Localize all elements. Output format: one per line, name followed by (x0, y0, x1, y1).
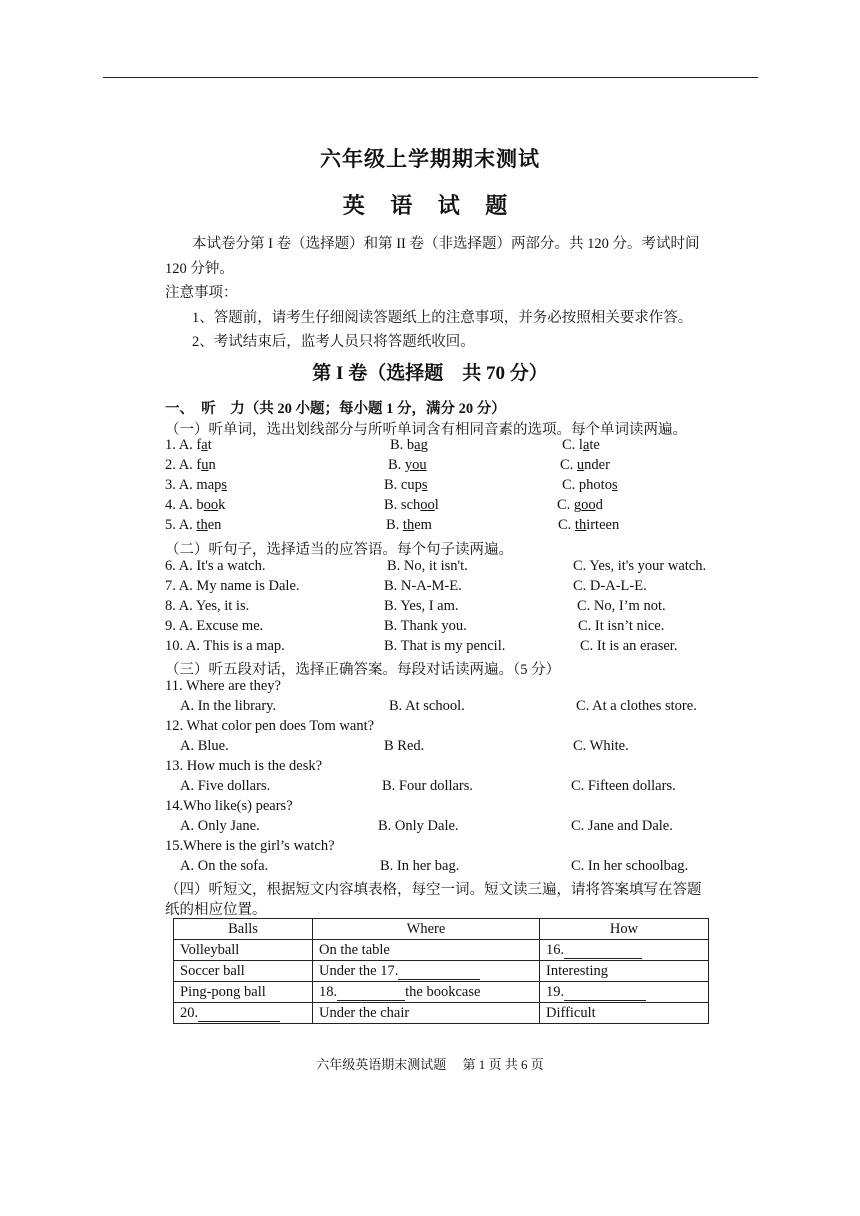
word-option: B. cups (384, 477, 428, 493)
table-header-row (174, 919, 709, 940)
dialogue-option: B. At school. (389, 698, 465, 714)
dialogue-question: 12. What color pen does Tom want? (165, 718, 375, 734)
sub-instruction-1: （一）听单词，选出划线部分与所听单词含有相同音素的选项。每个单词读两遍。 (165, 422, 687, 438)
dialogue-option: A. Blue. (180, 738, 229, 754)
word-option: C. good (557, 497, 603, 513)
sentence-option: 6. A. It's a watch. (165, 558, 266, 574)
word-option: B. bag (390, 437, 428, 453)
word-option: B. school (384, 497, 439, 513)
dialogue-option: A. Only Jane. (180, 818, 260, 834)
word-option: 1. A. fat (165, 437, 212, 453)
table-cell: 18. the bookcase (313, 982, 540, 1003)
sentence-option: C. It is an eraser. (580, 638, 678, 654)
sentence-option: C. Yes, it's your watch. (573, 558, 707, 574)
table-cell: Difficult (540, 1003, 709, 1024)
word-option: B. them (386, 517, 432, 533)
intro-line-2: 120 分钟。 (165, 261, 234, 277)
dialogue-option: B Red. (384, 738, 425, 754)
word-option: 3. A. maps (165, 477, 228, 493)
dialogue-option: A. In the library. (180, 698, 277, 714)
dialogue-option: C. In her schoolbag. (571, 858, 689, 874)
dialogue-option: C. Fifteen dollars. (571, 778, 676, 794)
sentence-option: B. No, it isn't. (387, 558, 468, 574)
table-cell: 16. (540, 940, 709, 961)
sentence-option: C. D-A-L-E. (573, 578, 647, 594)
answer-blank[interactable] (198, 1021, 280, 1022)
table-cell: Under the chair (313, 1003, 540, 1024)
sentence-option: B. N-A-M-E. (384, 578, 462, 594)
answer-blank[interactable] (564, 958, 642, 959)
sub-instruction-4: （四）听短文，根据短文内容填表格，每空一词。短文读三遍，请将答案填写在答题 (165, 882, 702, 898)
table-cell: Soccer ball (174, 961, 313, 982)
dialogue-option: B. In her bag. (380, 858, 460, 874)
answer-blank[interactable] (564, 1000, 646, 1001)
sub-instruction-3: （三）听五段对话，选择正确答案。每段对话读两遍。（5 分） (165, 662, 561, 678)
dialogue-option: A. Five dollars. (180, 778, 271, 794)
dialogue-question: 15.Where is the girl’s watch? (165, 838, 335, 854)
section-title: 第 I 卷（选择题 共 70 分） (312, 363, 548, 384)
dialogue-question: 13. How much is the desk? (165, 758, 323, 774)
sentence-option: 10. A. This is a map. (165, 638, 285, 654)
page-footer: 六年级英语期末测试题 第 1 页 共 6 页 (316, 1057, 544, 1072)
table-header: Where (313, 919, 540, 940)
table-row (174, 940, 709, 961)
table-cell: Volleyball (174, 940, 313, 961)
sentence-option: 8. A. Yes, it is. (165, 598, 250, 614)
table-header: Balls (174, 919, 313, 940)
dialogue-option: A. On the sofa. (180, 858, 269, 874)
sentence-option: B. Yes, I am. (384, 598, 459, 614)
dialogue-option: B. Four dollars. (382, 778, 474, 794)
dialogue-option: B. Only Dale. (378, 818, 459, 834)
table-cell: Under the 17. (313, 961, 540, 982)
word-option: C. under (560, 457, 610, 473)
exam-subtitle: 英 语 试 题 (342, 193, 518, 218)
table-cell: 19. (540, 982, 709, 1003)
word-option: C. thirteen (558, 517, 620, 533)
part-heading: 一、 听 力（共 20 小题；每小题 1 分，满分 20 分） (165, 401, 506, 417)
table-cell: 20. (174, 1003, 313, 1024)
exam-title: 六年级上学期期末测试 (320, 147, 540, 171)
sentence-option: C. It isn’t nice. (578, 618, 665, 634)
word-option: 5. A. then (165, 517, 222, 533)
word-option: C. late (562, 437, 600, 453)
sub-instruction-2: （二）听句子，选择适当的应答语。每个句子读两遍。 (165, 542, 513, 558)
dialogue-option: C. Jane and Dale. (571, 818, 673, 834)
top-rule (103, 77, 758, 78)
sentence-option: 9. A. Excuse me. (165, 618, 264, 634)
fill-in-table (173, 918, 709, 1024)
dialogue-question: 14.Who like(s) pears? (165, 798, 293, 814)
sub-instruction-4-cont: 纸的相应位置。 (165, 902, 267, 918)
notes-heading: 注意事项： (165, 285, 238, 301)
table-row (174, 961, 709, 982)
sentence-option: B. Thank you. (384, 618, 467, 634)
note-1: 1、答题前，请考生仔细阅读答题纸上的注意事项，并务必按照相关要求作答。 (192, 310, 693, 326)
word-option: C. photos (562, 477, 618, 493)
table-header: How (540, 919, 709, 940)
table-cell: Ping-pong ball (174, 982, 313, 1003)
answer-blank[interactable] (337, 1000, 405, 1001)
sentence-option: C. No, I’m not. (577, 598, 666, 614)
note-2: 2、考试结束后，监考人员只将答题纸收回。 (192, 334, 475, 350)
dialogue-option: C. White. (573, 738, 629, 754)
table-cell: On the table (313, 940, 540, 961)
sentence-option: 7. A. My name is Dale. (165, 578, 300, 594)
table-row (174, 982, 709, 1003)
word-option: 2. A. fun (165, 457, 216, 473)
dialogue-option: C. At a clothes store. (576, 698, 697, 714)
answer-blank[interactable] (398, 979, 480, 980)
word-option: 4. A. book (165, 497, 226, 513)
sentence-option: B. That is my pencil. (384, 638, 506, 654)
table-cell: Interesting (540, 961, 709, 982)
table-row (174, 1003, 709, 1024)
intro-line-1: 本试卷分第 I 卷（选择题）和第 II 卷（非选择题）两部分。共 120 分。考试时间 (192, 236, 700, 252)
dialogue-question: 11. Where are they? (165, 678, 281, 694)
word-option: B. you (388, 457, 427, 473)
